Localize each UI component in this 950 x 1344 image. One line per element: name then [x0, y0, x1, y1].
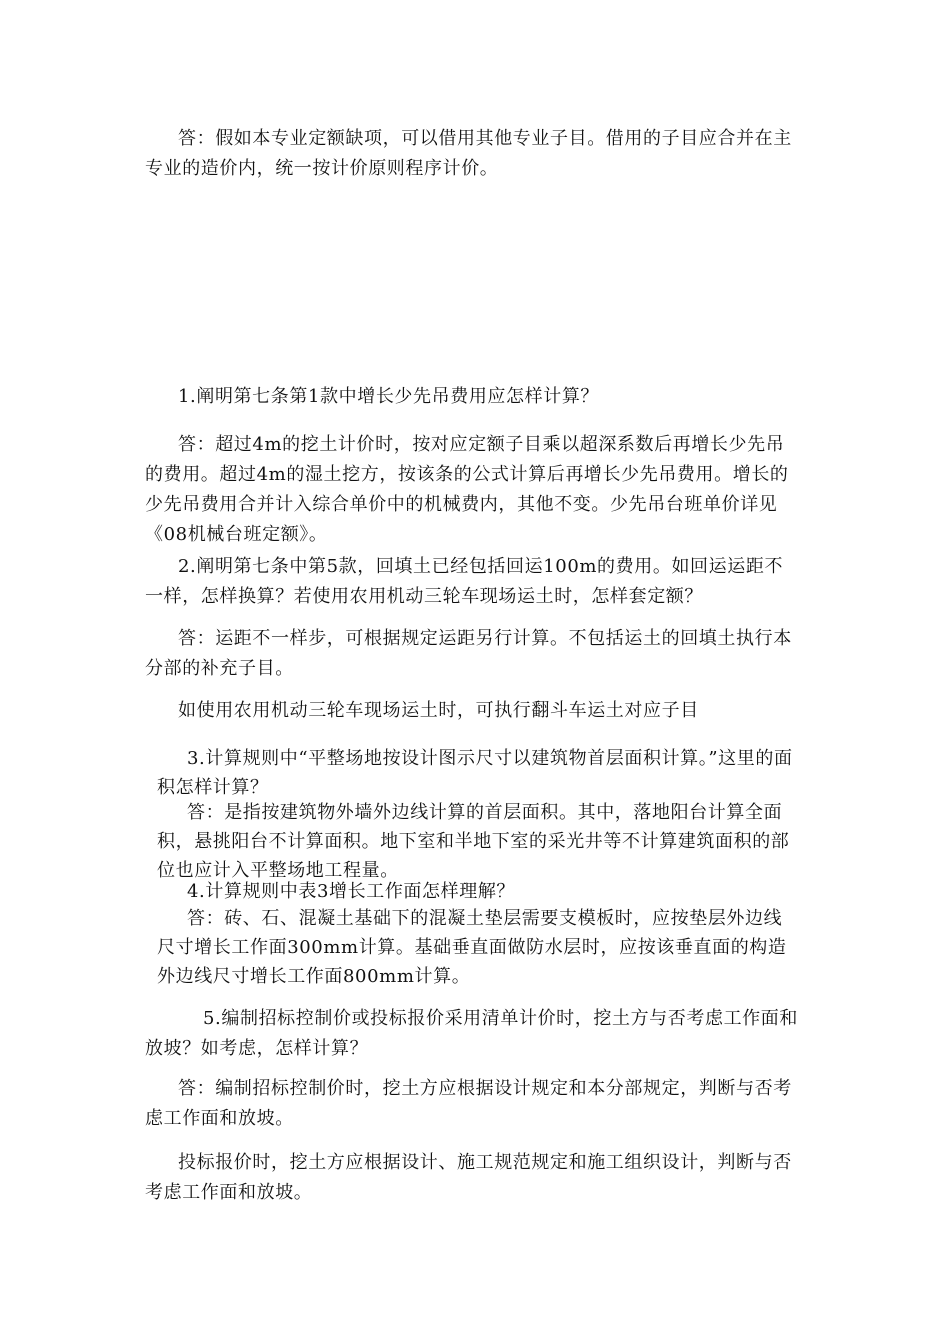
answer-3: 答：是指按建筑物外墙外边线计算的首层面积。其中，落地阳台计算全面积，悬挑阳台不计算面积。地下室和半地下室的采光井等不计算建筑面积的部位也应计入平整场地工程量。 — [157, 802, 790, 881]
answer-5-tender: 投标报价时，挖土方应根据设计、施工规范规定和施工组织设计，判断与否考虑工作面和放坡。 — [145, 1152, 792, 1203]
answer-4: 答：砖、石、混凝土基础下的混凝土垫层需要支模板时，应按垫层外边线尺寸增长工作面300mm计算。基础垂直面做防水层时，应按该垂直面的构造外边线尺寸增长工作面800mm计算。 — [157, 908, 787, 987]
question-5: 5.编制招标控制价或投标报价采用清单计价时，挖土方与否考虑工作面和放坡？如考虑，怎样计算？ — [145, 1008, 798, 1059]
answer-2-supplement: 如使用农用机动三轮车现场运土时，可执行翻斗车运土对应子目 — [178, 700, 699, 721]
answer-borrow-items: 答：假如本专业定额缺项，可以借用其他专业子目。借用的子目应合并在主专业的造价内，统一按计价原则程序计价。 — [145, 128, 792, 179]
question-3: 3.计算规则中“平整场地按设计图示尺寸以建筑物首层面积计算。”这里的面积怎样计算？ — [157, 748, 793, 798]
question-1: 1.阐明第七条第1款中增长少先吊费用应怎样计算？ — [178, 386, 600, 407]
answer-2: 答：运距不一样步，可根据规定运距另行计算。不包括运土的回填土执行本分部的补充子目。 — [145, 628, 792, 679]
answer-1: 答：超过4m的挖土计价时，按对应定额子目乘以超深系数后再增长少先吊的费用。超过4m的湿土挖方，按该条的公式计算后再增长少先吊费用。增长的少先吊费用合并计入综合单价中的机械费内，其他不变。少先吊台班单价详见《08机械台班定额》。 — [145, 434, 789, 545]
answer-5: 答：编制招标控制价时，挖土方应根据设计规定和本分部规定，判断与否考虑工作面和放坡。 — [145, 1078, 792, 1129]
question-2: 2.阐明第七条中第5款，回填土已经包括回运100m的费用。如回运运距不一样，怎样换算？若使用农用机动三轮车现场运土时，怎样套定额？ — [145, 556, 784, 607]
question-4: 4.计算规则中表3增长工作面怎样理解？ — [187, 881, 516, 902]
